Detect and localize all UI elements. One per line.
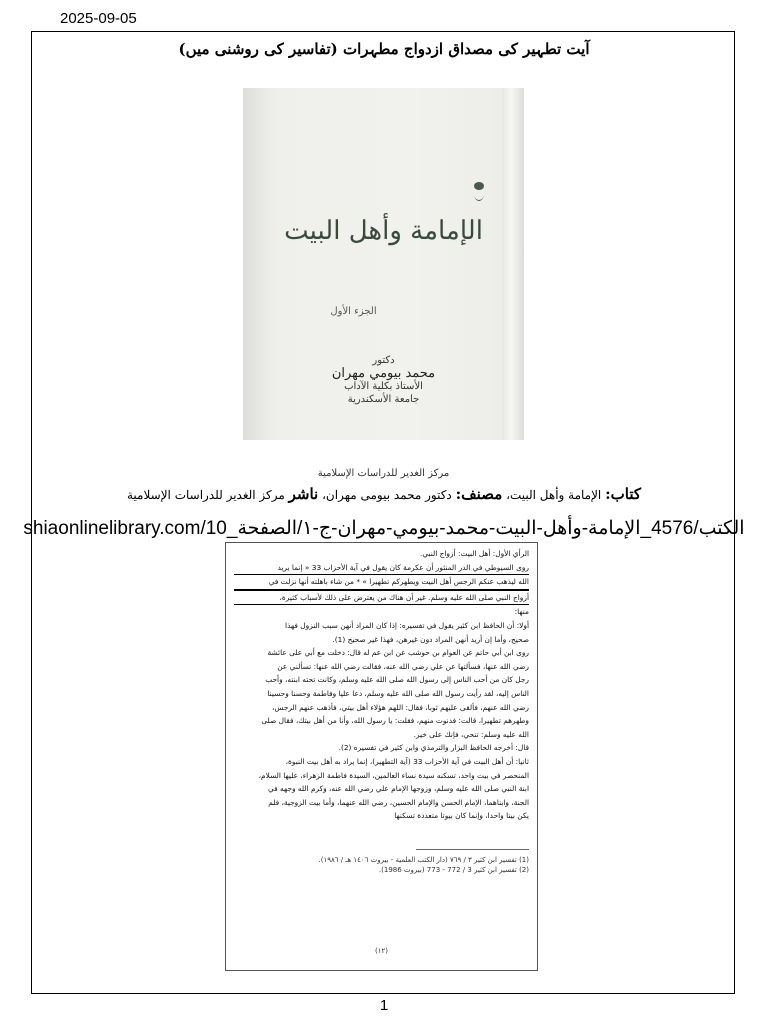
scan-line: الرأي الأول: أهل البيت: أزواج النبي. <box>419 549 529 558</box>
publisher-value: مرکز الغدیر للدراسات الإسلامية <box>127 488 285 502</box>
publisher-logo-icon <box>468 180 490 208</box>
scan-line: روى ابن أبي حاتم عن العوام بن حوشب عن ابن عم له قال: دخلت مع أبي على عائشة <box>267 648 529 658</box>
publisher-label: ناشر <box>288 485 319 503</box>
book-info-line <box>0 485 768 503</box>
page-number: 1 <box>379 997 389 1014</box>
scan-line: الناس إليه، لقد رأيت رسول الله صلى الله عليه وسلم، دعا عليا وفاطمة وحسنا وحسينا <box>267 688 529 698</box>
date-stamp: 2025-09-05 <box>60 10 137 27</box>
scan-line-highlighted: أزواج النبي صلى الله عليه وسلم. غير أن هناك من يعترض على ذلك لأسباب كثيرة، <box>234 590 529 606</box>
scan-line: رضي الله عنهم، فألقى عليهم ثوبا، فقال: اللهم هؤلاء أهل بيتي، فأذهب عنهم الرجس، <box>272 702 529 712</box>
scan-line: قال: أخرجه الحافظ البزار والترمذي وابن كثير في تفسيره (2). <box>338 743 529 753</box>
cover-author-role: الأستاذ بكلية الآداب <box>344 381 423 392</box>
cover-author-block <box>243 354 524 406</box>
cover-author-name: محمد بيومي مهران <box>331 366 436 381</box>
cover-author-prefix: دكتور <box>372 355 395 366</box>
cover-publisher: مركز الغدير للدراسات الإسلامية <box>317 468 450 479</box>
scan-line: ثانيا: أن أهل البيت في آية الأحزاب 33 (آية التطهير)، إنما يراد به أهل بيت النبوة، <box>285 756 529 766</box>
book-value: الإمامة وأهل البيت، <box>506 488 602 502</box>
scan-line: ابنة النبي صلى الله عليه وسلم، وزوجها الإمام علي رضي الله عنه، وكرم الله وجهه في <box>268 784 529 794</box>
scan-line: المنحصر في بيت واحد، تسكنه سيدة نساء العالمين، السيدة فاطمة الزهراء، عليها السلام، <box>258 770 529 780</box>
book-label: کتاب: <box>605 485 641 503</box>
book-cover-photo <box>243 88 524 479</box>
scan-footnotes <box>226 855 529 875</box>
author-value: دکتور محمد بیومی مهران، <box>322 488 452 502</box>
scan-line: رضي الله عنها، فسألتها عن علي رضي الله عنه، فقالت رضي الله عنها: تسألني عن <box>277 661 529 671</box>
footnote: (2) تفسير ابن كثير 3 / 772 - 773 (بيروت 1986). <box>378 866 529 874</box>
scan-line: وطهرهم تطهيرا، قالت: فدنوت منهم، فقلت: يا رسول الله، وأنا من أهل بيتك، فقال صلى <box>261 716 529 726</box>
scan-line: أولا: أن الحافظ ابن كثير يقول في تفسيره: إذا كان المراد أنهن سبب النزول فهذا <box>285 620 529 630</box>
scan-line: روى السيوطي في الدر المنثور أن عكرمة كان يقول في آية الأحزاب 33 « إنما يريد <box>277 562 529 572</box>
cover-volume: الجزء الأول <box>330 306 377 317</box>
book-page-scan <box>225 542 538 971</box>
scan-line-highlighted: الله ليذهب عنكم الرجس أهل البيت ويطهركم تطهيرا » * من شاء باهلته أنها نزلت في <box>234 574 529 590</box>
scan-text <box>234 547 529 823</box>
scan-line: منها: <box>514 607 529 617</box>
scan-line: يكن بيتا واحدا، وإنما كان بيوتا متعددة تسكنها <box>394 811 529 821</box>
page-title: آیت تطہیر کی مصداق ازدواج مطہرات (تفاسیر کی روشنی میں) <box>178 40 590 58</box>
cover-author-university: جامعة الأسكندرية <box>347 394 420 405</box>
scan-line: الجنة، وابناهما، الإمام الحسن والإمام الحسين، رضي الله عنهما، وأما بيت الزوجية، فلم <box>268 797 529 807</box>
author-label: مصنف: <box>455 485 503 503</box>
footnote: (1) تفسير ابن كثير ٣ / ٧٦٩ (دار الكتب العلمية - بيروت ١٤٠٦ هـ / ١٩٨٦). <box>318 856 529 864</box>
source-url: shiaonlinelibrary.com/الكتب/4576_الإمامة-وأهل-البيت-محمد-بيومي-مهران-ج-١/الصفحة_10 <box>23 518 745 539</box>
scan-line: صحيح، وأما إن أريد أنهن المراد دون غيرهن، فهذا غير صحيح (1). <box>332 634 529 644</box>
scan-line: الله عليه وسلم: تنحي، فإنك على خير. <box>413 729 529 739</box>
scan-line: رجل كان من أحب الناس إلى رسول الله صلى الله عليه وسلم، وكانت تحته ابنته، وأحب <box>265 675 529 685</box>
cover-title: الإمامة وأهل البيت <box>284 216 483 246</box>
footnote-divider <box>416 849 529 850</box>
scan-page-number: (١٢) <box>375 947 388 955</box>
